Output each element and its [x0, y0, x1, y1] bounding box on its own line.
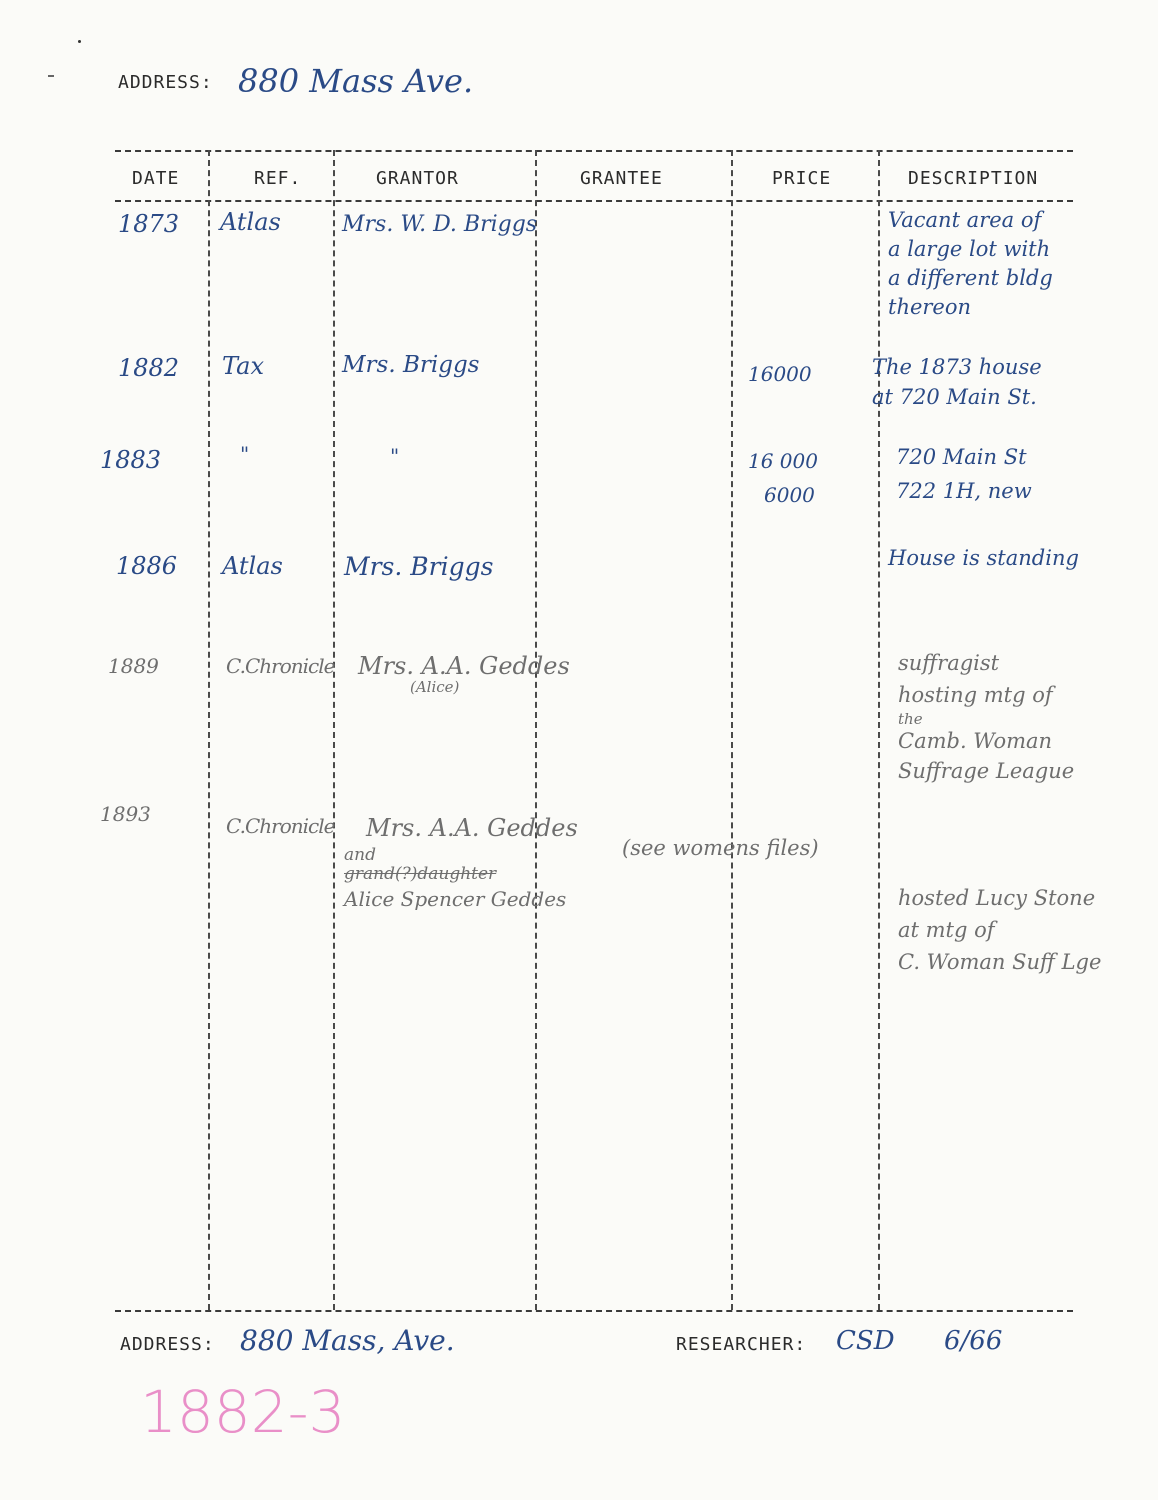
row-ref: " [240, 442, 250, 466]
row-description: 720 Main St 722 1H, new [896, 445, 1032, 503]
row-grantor: Mrs. A.A. Geddes [366, 814, 578, 842]
footer-researcher-label: RESEARCHER: [676, 1334, 807, 1355]
column-divider [333, 150, 335, 1310]
scan-mark [48, 75, 54, 77]
column-divider [878, 150, 880, 1310]
row-date: 1893 [100, 802, 151, 826]
row-date: 1882 [118, 354, 180, 382]
year-range-annotation: 1882-3 [140, 1378, 346, 1446]
row-grantor-note: (Alice) [410, 678, 460, 696]
row-description: House is standing [888, 546, 1079, 570]
row-ref: C.Chronicle [226, 814, 335, 838]
column-header-date: DATE [132, 168, 180, 189]
row-description: The 1873 house at 720 Main St. [872, 355, 1042, 409]
column-header-description: DESCRIPTION [908, 168, 1039, 189]
column-header-price: PRICE [772, 168, 832, 189]
row-description: Vacant area of a large lot with a different bldg thereon [888, 208, 1053, 319]
row-ref: C.Chronicle [226, 654, 335, 678]
row-description: hosted Lucy Stone at mtg of C. Woman Suff Lge [898, 886, 1102, 974]
row-grantor: Mrs. Briggs [344, 552, 494, 581]
row-date: 1889 [108, 654, 159, 678]
footer-address-label: ADDRESS: [120, 1334, 215, 1355]
table-bottom-rule [115, 1310, 1073, 1312]
column-divider [208, 150, 210, 1310]
scan-mark [78, 40, 81, 43]
footer-researcher-value: CSD [836, 1326, 895, 1356]
table-top-rule [115, 150, 1073, 152]
row-grantor-lines: and grand(?)daughter Alice Spencer Geddes [344, 845, 567, 911]
header-address-label: ADDRESS: [118, 72, 213, 93]
row-date: 1883 [100, 446, 162, 474]
row-price: 16 000 6000 [748, 449, 818, 507]
column-header-grantee: GRANTEE [580, 168, 663, 189]
header-address-value: 880 Mass Ave. [238, 62, 474, 100]
row-grantor: Mrs. A.A. Geddes [358, 652, 570, 680]
row-ref: Tax [222, 352, 264, 380]
row-date: 1873 [118, 210, 180, 238]
row-grantor: Mrs. Briggs [342, 352, 480, 378]
row-date: 1886 [116, 552, 178, 580]
column-header-grantor: GRANTOR [376, 168, 459, 189]
row-grantor: " [390, 444, 400, 468]
column-divider [535, 150, 537, 1310]
row-description: suffragist hosting mtg of the Camb. Woman Suffrage League [898, 651, 1075, 783]
row-price: 16000 [748, 362, 812, 386]
footer-address-value: 880 Mass, Ave. [240, 1324, 455, 1357]
column-divider [731, 150, 733, 1310]
footer-researcher-date: 6/66 [944, 1326, 1003, 1356]
row-ref: Atlas [222, 552, 283, 580]
table-header-rule [115, 200, 1073, 202]
row-ref: Atlas [220, 208, 281, 236]
row-grantor: Mrs. W. D. Briggs [342, 212, 538, 237]
row-grantee-note: (see womens files) [622, 836, 819, 860]
column-header-ref: REF. [254, 168, 302, 189]
